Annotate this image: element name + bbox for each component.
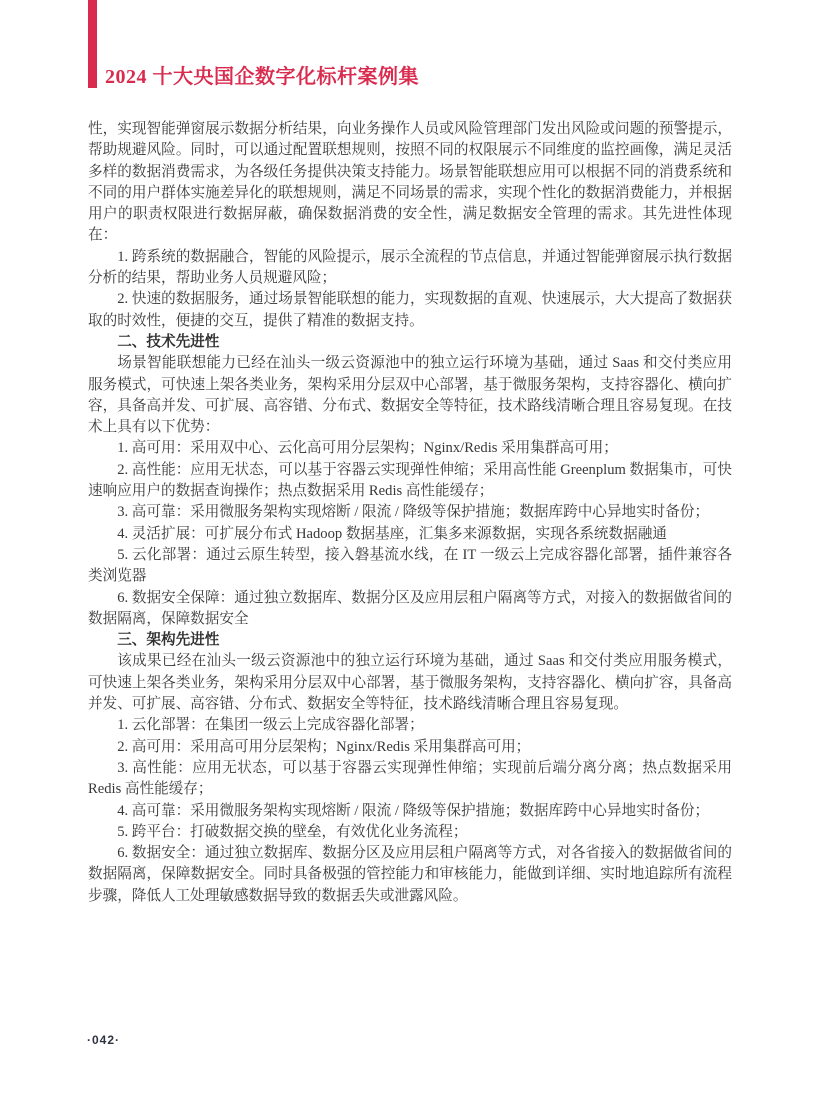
section-heading: 三、架构先进性: [117, 632, 220, 649]
paragraph: 场景智能联想能力已经在汕头一级云资源池中的独立运行环境为基础，通过 Saas 和交付类应用服务模式，可快速上架各类业务，架构采用分层双中心部署，基于微服务架构，支持容器化、横向扩容，具备高并发、可扩展、高容错、分布式、数据安全等特征，技术路线清晰合理且容易复现。在技术上具有以下优势：: [88, 355, 732, 436]
list-item: 2. 高可用：采用高可用分层架构；Nginx/Redis 采用集群高可用；: [117, 738, 531, 755]
list-item: 3. 高可靠：采用微服务架构实现熔断 / 限流 / 降级等保护措施；数据库跨中心异地实时备份；: [117, 504, 710, 521]
paragraph: 该成果已经在汕头一级云资源池中的独立运行环境为基础，通过 Saas 和交付类应用服务模式，可快速上架各类业务，架构采用分层双中心部署，基于微服务架构，支持容器化、横向扩容，具备高并发、可扩展、高容错、分布式、数据安全等特征，技术路线清晰合理且容易复现。: [88, 653, 732, 713]
list-item: 5. 云化部署：通过云原生转型，接入磐基流水线，在 IT 一级云上完成容器化部署，插件兼容各类浏览器: [88, 546, 732, 585]
list-item: 6. 数据安全：通过独立数据库、数据分区及应用层租户隔离等方式，对各省接入的数据做省间的数据隔离，保障数据安全。同时具备极强的管控能力和审核能力，能做到详细、实时地追踪所有流程步骤，降低人工处理敏感数据导致的数据丢失或泄露风险。: [88, 845, 732, 904]
list-item: 4. 灵活扩展：可扩展分布式 Hadoop 数据基座，汇集多来源数据，实现各系统数据融通: [117, 525, 667, 542]
list-item: 2. 快速的数据服务，通过场景智能联想的能力，实现数据的直观、快速展示，大大提高了数据获取的时效性，便捷的交互，提供了精准的数据支持。: [88, 291, 732, 329]
paragraph: 性，实现智能弹窗展示数据分析结果，向业务操作人员或风险管理部门发出风险或问题的预警提示，帮助规避风险。同时，可以通过配置联想规则，按照不同的权限展示不同维度的监控画像，满足灵活多样的数据消费需求，为各级任务提供决策支持能力。场景智能联想应用可以根据不同的消费系统和不同的用户群体实施差异化的联想规则，满足不同场景的需求，实现个性化的数据消费能力，并根据用户的职责权限进行数据屏蔽，确保数据消费的安全性，满足数据安全管理的需求。其先进性体现在：: [88, 121, 732, 244]
list-item: 1. 跨系统的数据融合，智能的风险提示，展示全流程的节点信息，并通过智能弹窗展示执行数据分析的结果，帮助业务人员规避风险；: [88, 248, 732, 287]
list-item: 2. 高性能：应用无状态，可以基于容器云实现弹性伸缩；采用高性能 Greenplum 数据集市，可快速响应用户的数据查询操作；热点数据采用 Redis 高性能缓存；: [88, 461, 732, 500]
list-item: 1. 高可用：采用双中心、云化高可用分层架构；Nginx/Redis 采用集群高可用；: [117, 440, 618, 457]
page-title: 2024 十大央国企数字化标杆案例集: [105, 66, 419, 88]
list-item: 4. 高可靠：采用微服务架构实现熔断 / 限流 / 降级等保护措施；数据库跨中心异地实时备份；: [117, 802, 710, 819]
list-item: 1. 云化部署：在集团一级云上完成容器化部署；: [117, 717, 424, 734]
header-accent-bar: [88, 0, 97, 88]
list-item: 5. 跨平台：打破数据交换的壁垒，有效优化业务流程；: [117, 823, 468, 840]
list-item: 3. 高性能：应用无状态，可以基于容器云实现弹性伸缩；实现前后端分离分离；热点数据采用 Redis 高性能缓存；: [88, 759, 732, 798]
section-heading: 二、技术先进性: [117, 333, 220, 350]
page-header: [88, 0, 419, 88]
page-number: ·042·: [87, 1033, 121, 1047]
list-item: 6. 数据安全保障：通过独立数据库、数据分区及应用层租户隔离等方式，对接入的数据做省间的数据隔离，保障数据安全: [88, 589, 732, 627]
document-body: [88, 119, 732, 907]
page-footer: [87, 1031, 120, 1049]
